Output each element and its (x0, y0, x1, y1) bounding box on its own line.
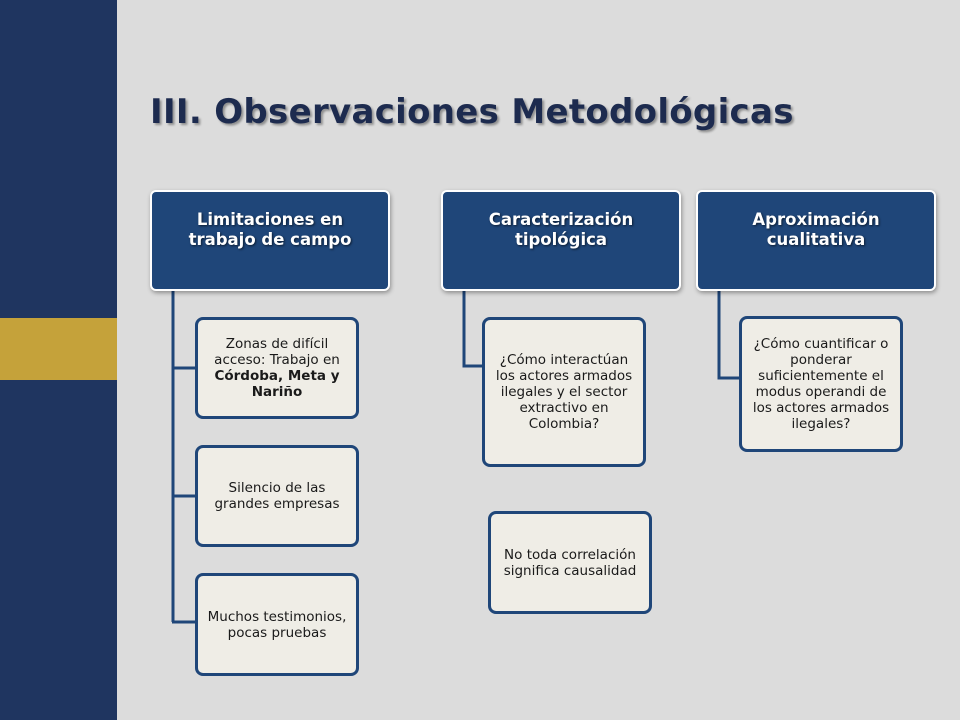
header-limitaciones (150, 190, 390, 291)
note-correlacion-text: No toda correlación significa causalidad (503, 546, 637, 579)
header-aproximacion (696, 190, 936, 291)
item-silencio-text: Silencio de las grandes empresas (214, 480, 340, 512)
item-testimonios-text: Muchos testimonios, pocas pruebas (207, 608, 347, 641)
connector-col1 (172, 290, 196, 622)
item-como-cuantificar (739, 316, 903, 452)
item-silencio-empresas (195, 445, 359, 547)
header-caracterizacion-label: Caracterización tipológica (488, 209, 634, 249)
item-zonas-text: Zonas de difícil acceso: Trabajo en (214, 336, 340, 368)
item-zonas-bold: Córdoba, Meta y Nariño (214, 368, 340, 400)
note-correlacion-causalidad (488, 511, 652, 614)
header-limitaciones-label: Limitaciones en trabajo de campo (188, 209, 352, 249)
item-interactuan-text: ¿Cómo interactúan los actores armados ilegales y el sector extractivo en Colombia? (495, 352, 633, 432)
left-gold-accent (0, 318, 117, 380)
connector-col3 (719, 290, 740, 378)
connector-col2 (464, 290, 484, 366)
item-zonas-dificil-acceso (195, 317, 359, 419)
header-aproximacion-label: Aproximación cualitativa (752, 209, 880, 249)
item-muchos-testimonios (195, 573, 359, 676)
item-como-interactuan (482, 317, 646, 467)
item-cuantificar-text: ¿Cómo cuantificar o ponderar suficientemente el modus operandi de los actores armados ilegales? (752, 336, 890, 432)
slide-title: III. Observaciones Metodológicas (150, 92, 794, 132)
header-caracterizacion (441, 190, 681, 291)
